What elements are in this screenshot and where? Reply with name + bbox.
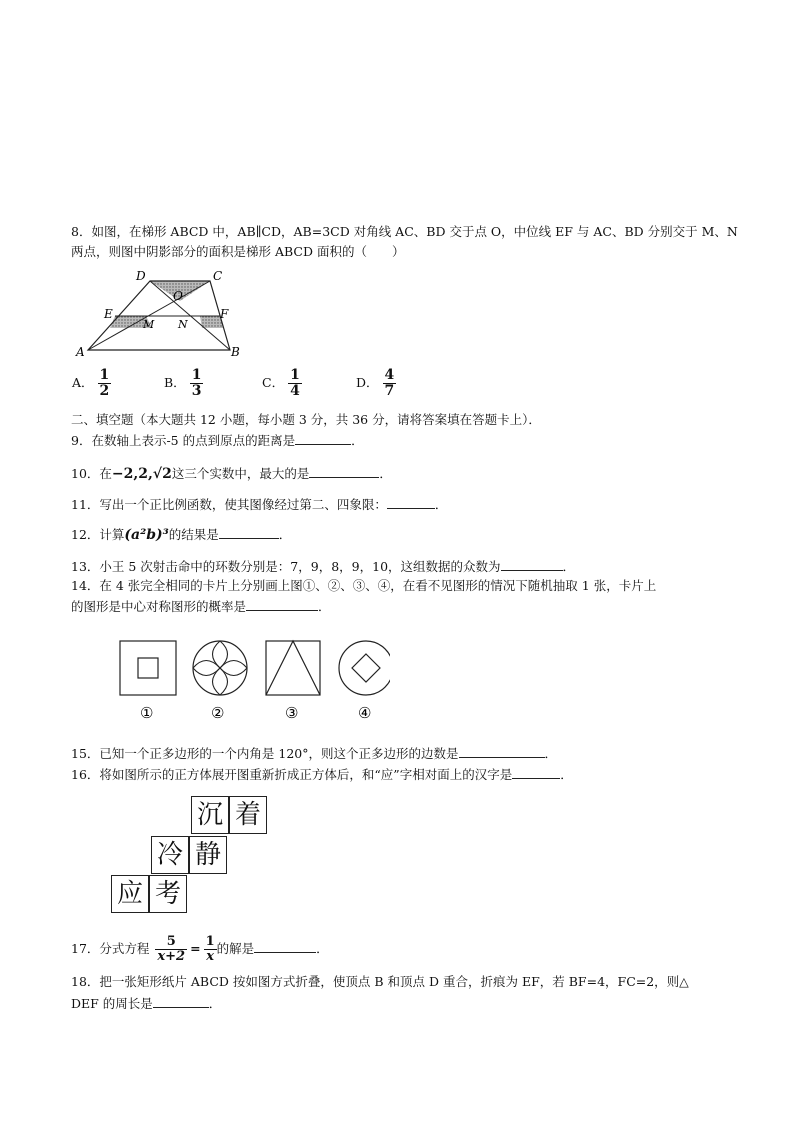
option-c: C． $\frac{1}{4}$ [262, 367, 300, 399]
cards-figure [115, 636, 390, 724]
label-F: F [220, 307, 229, 321]
trapezoid-figure [70, 268, 245, 358]
net-cell-4: 静 [189, 836, 227, 874]
label-B: B [231, 345, 240, 358]
q18-line1: 18．把一张矩形纸片 ABCD 按如图方式折叠，使顶点 B 和顶点 D 重合，折痕为 EF，若 BF=4，FC=2，则△ [71, 974, 689, 989]
section-2-heading: 二、填空题（本大题共 12 小题，每小题 3 分，共 36 分，请将答案填在答题卡上）． [71, 412, 541, 427]
q15: 15．已知一个正多边形的一个内角是 120°，则这个正多边形的边数是 ． [71, 746, 558, 761]
q14-line1: 14．在 4 张完全相同的卡片上分别画上图①、②、③、④，在看不见图形的情况下随机抽取 1 张，卡片上 [71, 578, 657, 593]
q17: 17．分式方程 $\frac{5}{x+2}$ = $\frac{1}{x}$ 的解是 ． [71, 934, 329, 964]
q14-line2: 的图形是中心对称图形的概率是 ． [71, 599, 331, 614]
net-cell-6: 考 [149, 875, 187, 913]
net-cell-1: 沉 [191, 796, 229, 834]
q12: 12．计算(a²b)³的结果是 ． [71, 527, 292, 543]
option-d: D． $\frac{4}{7}$ [356, 367, 395, 399]
label-E: E [104, 307, 113, 321]
label-D: D [136, 269, 146, 283]
q13: 13．小王 5 次射击命中的环数分别是：7，9，8，9，10，这组数据的众数为 ． [71, 559, 576, 574]
option-a: A． $\frac{1}{2}$ [72, 367, 110, 399]
option-b: B． $\frac{1}{3}$ [164, 367, 202, 399]
net-cell-5: 应 [111, 875, 149, 913]
q11: 11．写出一个正比例函数，使其图像经过第二、四象限： ． [71, 497, 448, 512]
label-O: O [173, 289, 183, 303]
q8-line2: 两点，则图中阴影部分的面积是梯形 ABCD 面积的（ ） [71, 244, 405, 259]
net-cell-3: 冷 [151, 836, 189, 874]
label-A: A [76, 345, 85, 358]
q8-line1: 8．如图，在梯形 ABCD 中，AB∥CD，AB=3CD 对角线 AC、BD 交于点 O，中位线 EF 与 AC、BD 分别交于 M、N [71, 224, 738, 239]
net-cell-2: 着 [229, 796, 267, 834]
card-label-4: ④ [358, 704, 372, 722]
q9: 9．在数轴上表示-5 的点到原点的距离是 ． [71, 433, 364, 448]
card-label-2: ② [211, 704, 225, 722]
label-C: C [213, 269, 223, 283]
q16: 16．将如图所示的正方体展开图重新折成正方体后，和“应”字相对面上的汉字是 ． [71, 767, 573, 782]
label-M: M [143, 318, 155, 331]
q10: 10．在−2,2,√2这三个实数中，最大的是 ． [71, 466, 392, 482]
card-label-3: ③ [285, 704, 299, 722]
card-label-1: ① [140, 704, 154, 722]
q18-line2: DEF 的周长是 ． [71, 996, 222, 1011]
label-N: N [178, 318, 188, 331]
